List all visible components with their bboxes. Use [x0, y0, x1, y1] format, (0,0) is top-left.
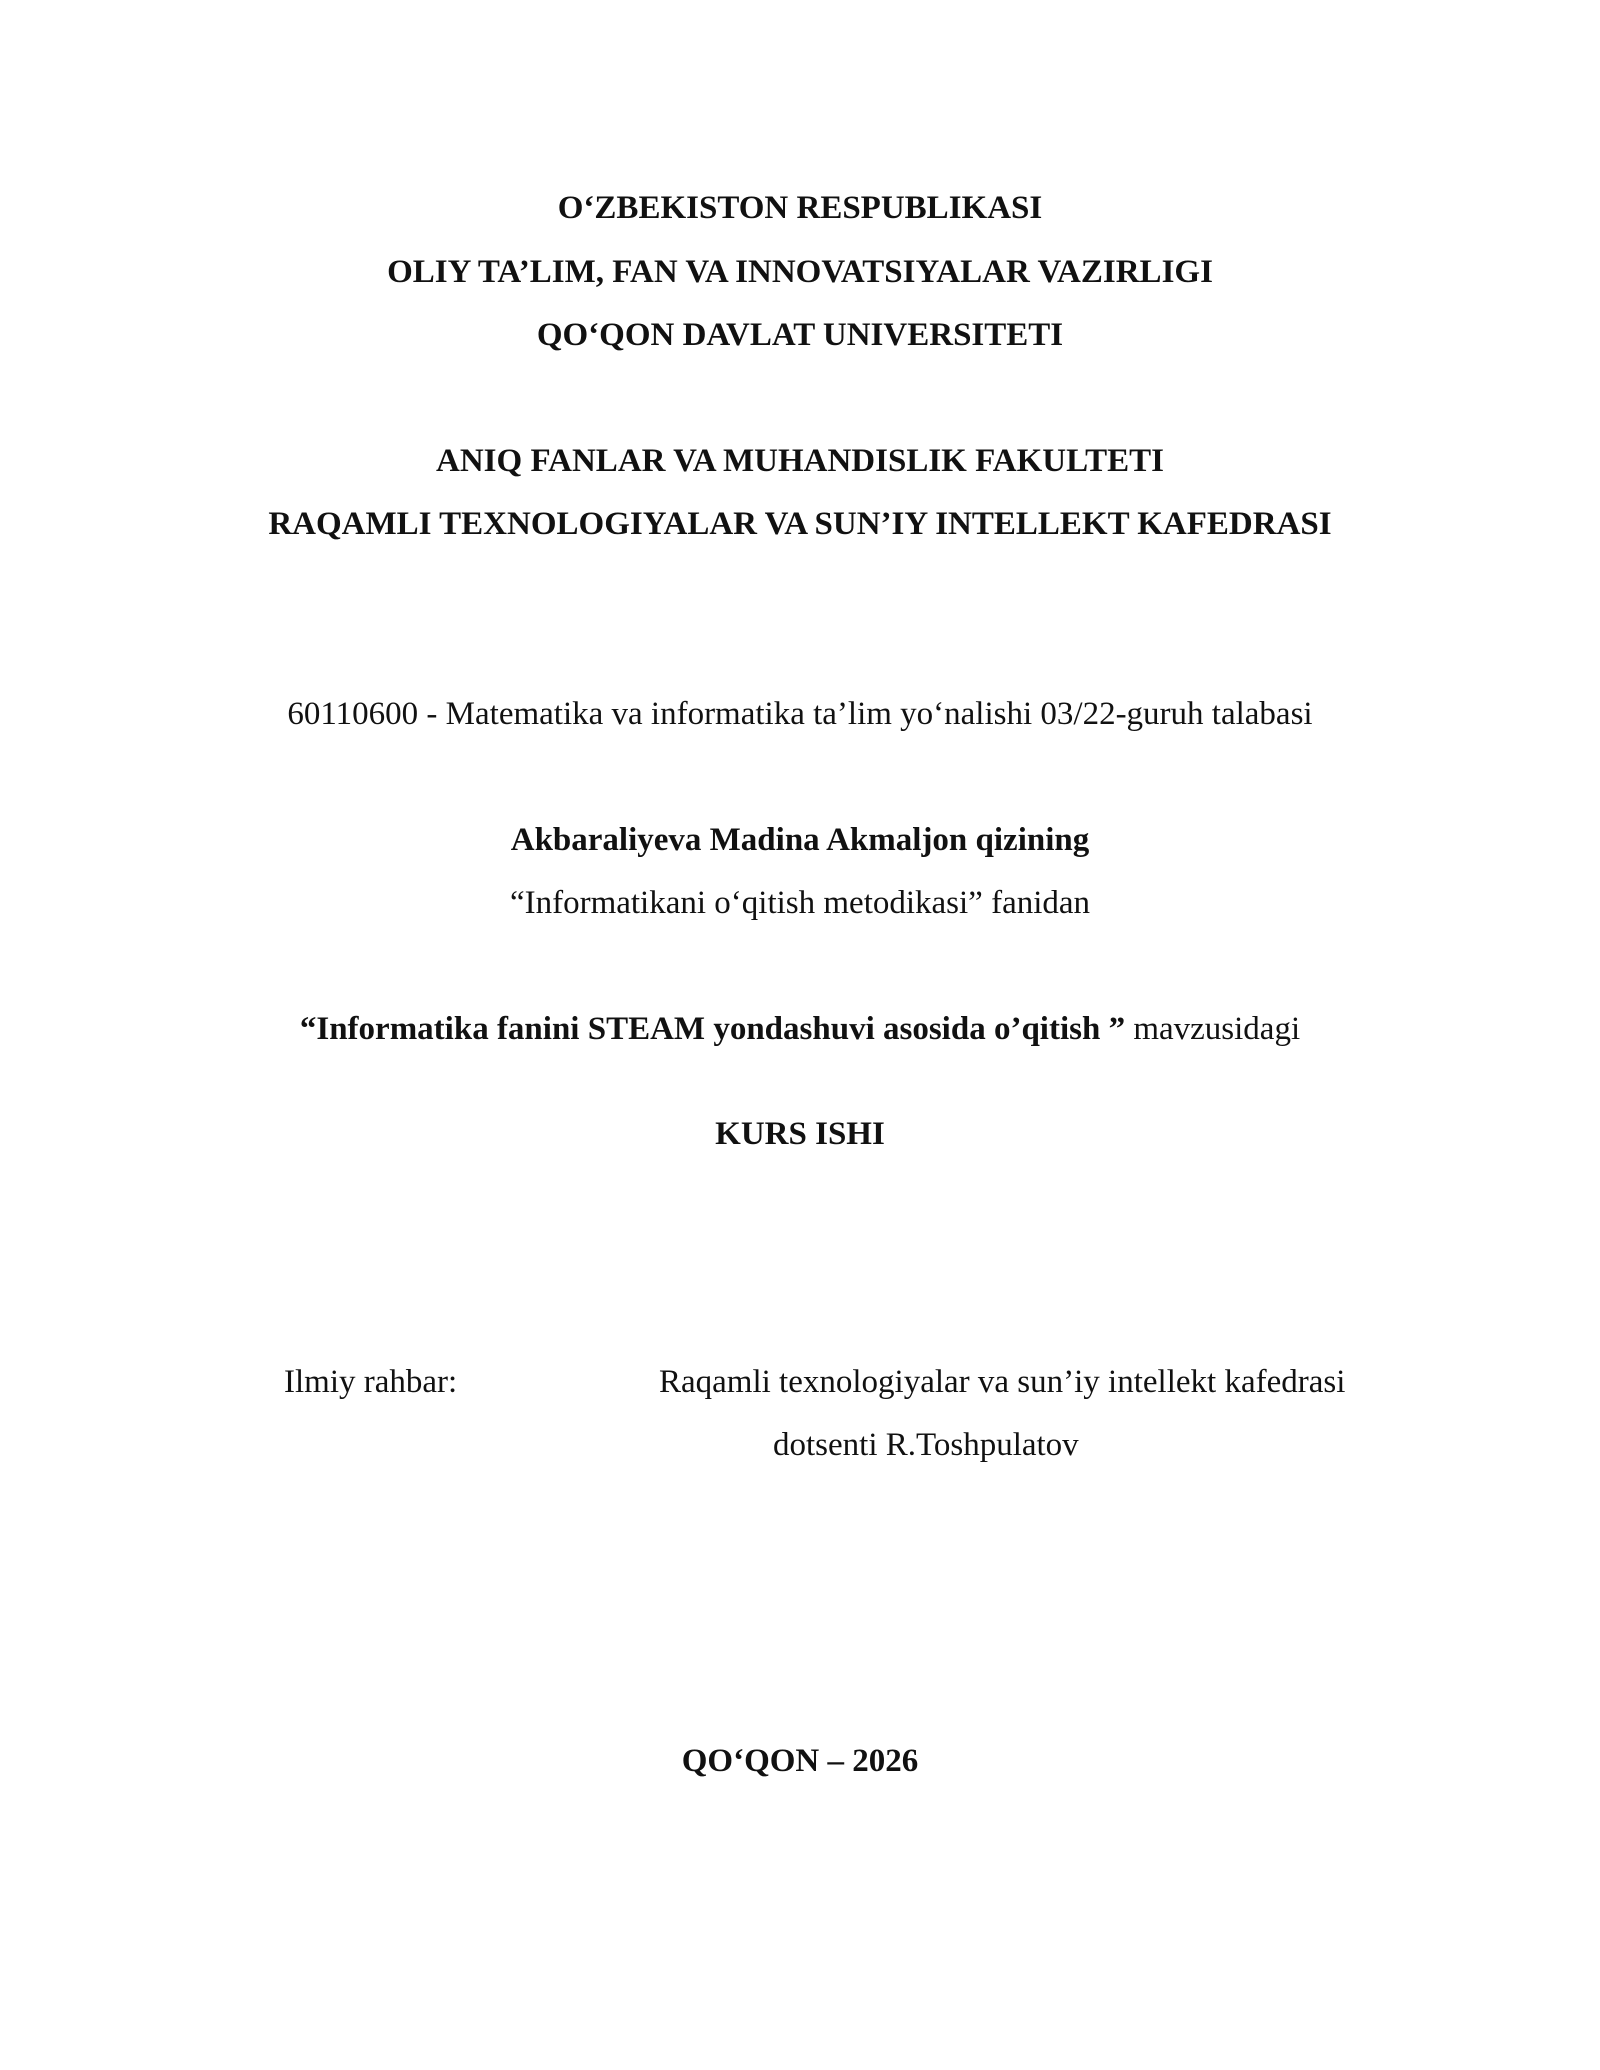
city-year-footer: QO‘QON – 2026 — [681, 1743, 919, 1779]
work-type-title: KURS ISHI — [715, 1116, 885, 1152]
faculty-heading: ANIQ FANLAR VA MUHANDISLIK FAKULTETI — [436, 443, 1164, 479]
university-heading: QO‘QON DAVLAT UNIVERSITETI — [536, 317, 1064, 353]
subject-line: “Informatikani o‘qitish metodikasi” fanidan — [509, 885, 1091, 921]
topic-line — [0, 1009, 1600, 1049]
ministry-heading: OLIY TA’LIM, FAN VA INNOVATSIYALAR VAZIRLIGI — [387, 254, 1213, 290]
advisor-label: Ilmiy rahbar: — [284, 1364, 458, 1400]
advisor-department: Raqamli texnologiyalar va sun’iy intellekt kafedrasi — [659, 1364, 1346, 1400]
topic-suffix: mavzusidagi — [1125, 1011, 1301, 1047]
department-heading: RAQAMLI TEXNOLOGIYALAR VA SUN’IY INTELLEKT KAFEDRASI — [268, 506, 1332, 542]
topic-title: “Informatika fanini STEAM yondashuvi asosida o’qitish ” — [299, 1011, 1126, 1047]
program-line: 60110600 - Matematika va informatika ta’lim yo‘nalishi 03/22-guruh talabasi — [287, 696, 1313, 732]
student-name: Akbaraliyeva Madina Akmaljon qizining — [510, 822, 1090, 858]
advisor-name: dotsenti R.Toshpulatov — [773, 1427, 1079, 1463]
country-heading: O‘ZBEKISTON RESPUBLIKASI — [557, 190, 1043, 226]
